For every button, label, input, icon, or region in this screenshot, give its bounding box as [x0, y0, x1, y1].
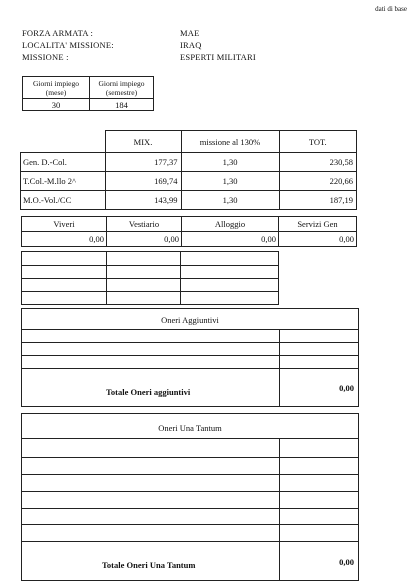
box-divider — [22, 355, 358, 356]
oneri-aggiuntivi-total-label: Totale Oneri aggiuntivi — [106, 387, 191, 397]
oneri-aggiuntivi-box — [21, 308, 359, 407]
box-divider — [22, 438, 358, 439]
box-divider — [22, 508, 358, 509]
oneri-una-tantum-total-label: Totale Oneri Una Tantum — [102, 560, 196, 570]
oneri-aggiuntivi-total-value: 0,00 — [339, 383, 354, 393]
box-divider — [22, 474, 358, 475]
rate-row-mix: 177,37 — [105, 153, 181, 172]
giorni-mese-value: 30 — [23, 99, 90, 111]
empty-grid — [21, 251, 279, 305]
rate-row-tot: 220,66 — [279, 172, 357, 191]
costi-table — [21, 216, 357, 247]
rate-row-missione: 1,30 — [181, 153, 279, 172]
rates-header-missione: missione al 130% — [181, 131, 279, 153]
rate-row-mix: 143,99 — [105, 191, 181, 210]
rates-header-mix: MIX. — [105, 131, 181, 153]
missione-value: ESPERTI MILITARI — [180, 52, 256, 62]
costi-value-servizi: 0,00 — [279, 232, 357, 247]
grid-divider — [22, 278, 278, 279]
costi-header-vestiario: Vestiario — [107, 217, 182, 232]
rates-corner-cell — [21, 131, 106, 153]
grid-divider — [22, 265, 278, 266]
costi-header-viveri: Viveri — [22, 217, 107, 232]
costi-value-viveri: 0,00 — [22, 232, 107, 247]
rate-row-tot: 230,58 — [279, 153, 357, 172]
box-divider — [22, 329, 358, 330]
corner-label: dati di base — [375, 5, 407, 13]
forza-armata-value: MAE — [180, 28, 200, 38]
giorni-table — [22, 76, 154, 111]
missione-label: MISSIONE : — [22, 52, 69, 62]
giorni-semestre-header — [90, 77, 154, 99]
giorni-semestre-header-line2: (semestre) — [105, 87, 138, 97]
localita-label: LOCALITA' MISSIONE: — [22, 40, 114, 50]
giorni-mese-header — [23, 77, 90, 99]
box-divider — [22, 457, 358, 458]
box-divider — [22, 541, 358, 542]
giorni-semestre-header-line1: Giorni impiego — [98, 78, 145, 88]
box-divider — [22, 491, 358, 492]
oneri-una-tantum-box — [21, 413, 359, 581]
oneri-una-tantum-title: Oneri Una Tantum — [158, 423, 222, 433]
box-divider — [22, 342, 358, 343]
costi-value-alloggio: 0,00 — [182, 232, 279, 247]
giorni-mese-header-line2: (mese) — [45, 87, 67, 97]
rate-row-missione: 1,30 — [181, 172, 279, 191]
box-divider — [22, 368, 358, 369]
rate-row-label: T.Col.-M.llo 2^ — [21, 172, 106, 191]
rate-row-label: Gen. D.-Col. — [21, 153, 106, 172]
localita-value: IRAQ — [180, 40, 202, 50]
rate-row-tot: 187,19 — [279, 191, 357, 210]
forza-armata-label: FORZA ARMATA : — [22, 28, 94, 38]
giorni-mese-header-line1: Giorni impiego — [32, 78, 80, 88]
grid-divider — [22, 291, 278, 292]
oneri-una-tantum-total-value: 0,00 — [339, 557, 354, 567]
rate-row-mix: 169,74 — [105, 172, 181, 191]
rates-table — [20, 130, 357, 210]
costi-header-servizi: Servizi Gen — [279, 217, 357, 232]
rate-row-missione: 1,30 — [181, 191, 279, 210]
costi-header-alloggio: Alloggio — [182, 217, 279, 232]
box-divider — [279, 329, 280, 406]
costi-value-vestiario: 0,00 — [107, 232, 182, 247]
box-divider — [22, 524, 358, 525]
box-divider — [279, 438, 280, 580]
giorni-semestre-value: 184 — [90, 99, 154, 111]
oneri-aggiuntivi-title: Oneri Aggiuntivi — [161, 315, 219, 325]
rates-header-tot: TOT. — [279, 131, 357, 153]
rate-row-label: M.O.-Vol./CC — [21, 191, 106, 210]
